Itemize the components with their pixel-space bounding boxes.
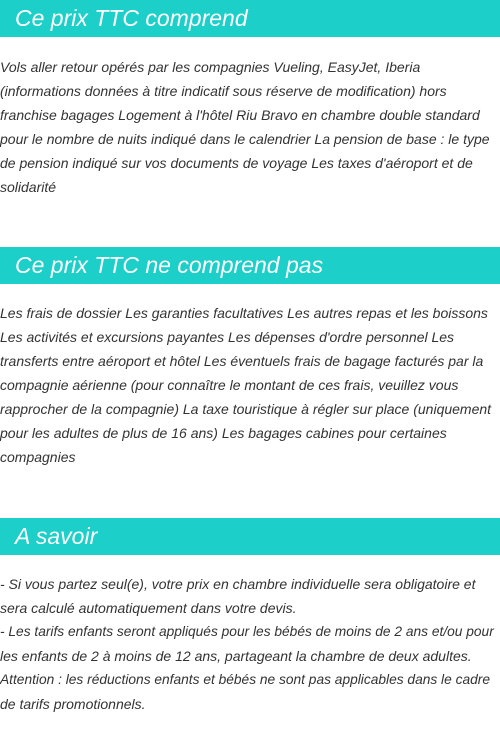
text-line: sera calculé automatiquement dans votre devis. [0,600,297,616]
section-header-non-inclus: Ce prix TTC ne comprend pas [0,247,500,284]
text-line: rapprocher de la compagnie) La taxe touristique à régler sur place (uniquement [0,401,492,417]
section-body-inclus [0,55,500,199]
text-line: de pension indiqué sur vos documents de voyage Les taxes d'aéroport et de [0,155,473,171]
section-header-a-savoir: A savoir [0,518,500,555]
text-line: (informations données à titre indicatif sous réserve de modification) hors [0,83,447,99]
text-line: les enfants de 2 à moins de 12 ans, partageant la chambre de deux adultes. [0,648,472,664]
text-line: solidarité [0,179,57,195]
text-line: compagnie aérienne (pour connaître le montant de ces frais, veuillez vous [0,377,459,393]
text-line: pour les adultes de plus de 16 ans) Les bagages cabines pour certaines [0,425,447,441]
text-line: Vols aller retour opérés par les compagnies Vueling, EasyJet, Iberia [0,59,421,75]
text-line: de tarifs promotionnels. [0,696,146,712]
text-line: - Les tarifs enfants seront appliqués pour les bébés de moins de 2 ans et/ou pour [0,624,494,639]
text-line: compagnies [0,449,76,465]
text-line: franchise bagages Logement à l'hôtel Riu Bravo en chambre double standard [0,107,480,123]
section-header-inclus: Ce prix TTC comprend [0,0,500,37]
text-line: Attention : les réductions enfants et bébés ne sont pas applicables dans le cadre [0,672,490,687]
text-line: Les activités et excursions payantes Les dépenses d'ordre personnel Les [0,329,455,345]
text-line: transferts entre aéroport et hôtel Les éventuels frais de bagage facturés par la [0,353,484,369]
text-line: pour le nombre de nuits indiqué dans le calendrier La pension de base : le type [0,131,490,147]
section-body-a-savoir [0,572,500,716]
section-body-non-inclus [0,301,500,469]
text-line: - Si vous partez seul(e), votre prix en chambre individuelle sera obligatoire et [0,576,476,592]
text-line: Les frais de dossier Les garanties facultatives Les autres repas et les boissons [0,305,488,321]
